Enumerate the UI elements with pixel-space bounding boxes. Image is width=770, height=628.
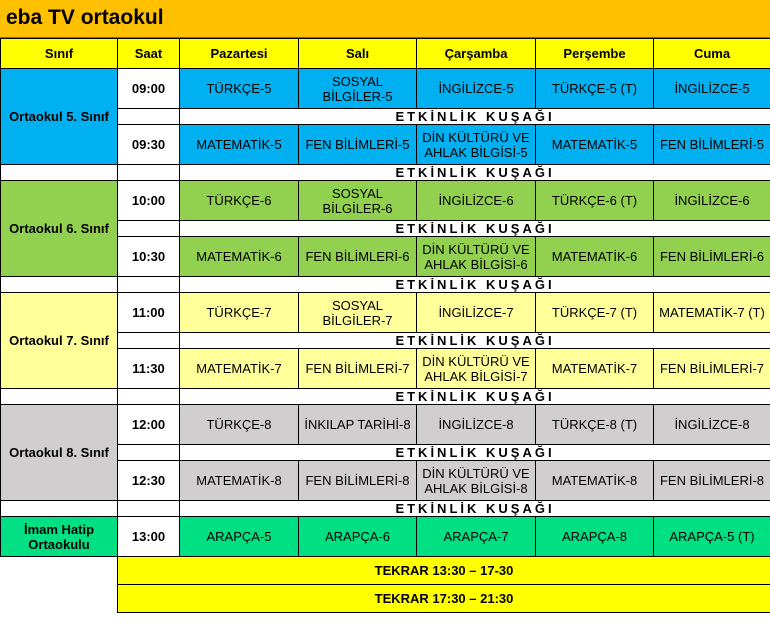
lesson-pazartesi: TÜRKÇE-6 xyxy=(180,181,299,221)
page-title: eba TV ortaokul xyxy=(6,6,164,29)
group-label-imam-hatip: İmam Hatip Ortaokulu xyxy=(1,517,118,557)
etkinlik-label: ETKİNLİK KUŞAĞI xyxy=(180,501,770,517)
lesson-persembe: MATEMATİK-8 xyxy=(536,461,654,501)
tekrar-blank xyxy=(1,557,118,585)
lesson-carsamba: DİN KÜLTÜRÜ VE AHLAK BİLGİSİ-5 xyxy=(417,125,536,165)
header-pazartesi: Pazartesi xyxy=(180,39,299,69)
lesson-persembe: ARAPÇA-8 xyxy=(536,517,654,557)
lesson-persembe: TÜRKÇE-6 (T) xyxy=(536,181,654,221)
lesson-persembe: TÜRKÇE-8 (T) xyxy=(536,405,654,445)
lesson-row xyxy=(1,181,770,221)
group-label-5: Ortaokul 5. Sınıf xyxy=(1,69,118,165)
lesson-cuma: ARAPÇA-5 (T) xyxy=(654,517,770,557)
schedule-table xyxy=(0,38,770,613)
lesson-pazartesi: MATEMATİK-8 xyxy=(180,461,299,501)
etkinlik-time-blank xyxy=(118,221,180,237)
time-cell: 09:00 xyxy=(118,69,180,109)
lesson-sali: SOSYAL BİLGİLER-7 xyxy=(299,293,417,333)
time-cell: 12:00 xyxy=(118,405,180,445)
lesson-pazartesi: ARAPÇA-5 xyxy=(180,517,299,557)
lesson-carsamba: İNGİLİZCE-7 xyxy=(417,293,536,333)
tekrar-label: TEKRAR 13:30 – 17-30 xyxy=(118,557,770,585)
tekrar-label: TEKRAR 17:30 – 21:30 xyxy=(118,585,770,613)
lesson-row xyxy=(1,69,770,109)
etkinlik-row xyxy=(1,389,770,405)
lesson-persembe: MATEMATİK-5 xyxy=(536,125,654,165)
header-persembe: Perşembe xyxy=(536,39,654,69)
tekrar-blank xyxy=(1,585,118,613)
lesson-carsamba: İNGİLİZCE-6 xyxy=(417,181,536,221)
lesson-cuma: FEN BİLİMLERİ-6 xyxy=(654,237,770,277)
group-label-8: Ortaokul 8. Sınıf xyxy=(1,405,118,501)
lesson-persembe: MATEMATİK-6 xyxy=(536,237,654,277)
lesson-sali: FEN BİLİMLERİ-7 xyxy=(299,349,417,389)
etkinlik-time-blank xyxy=(118,277,180,293)
lesson-carsamba: DİN KÜLTÜRÜ VE AHLAK BİLGİSİ-6 xyxy=(417,237,536,277)
time-cell: 10:30 xyxy=(118,237,180,277)
time-cell: 10:00 xyxy=(118,181,180,221)
lesson-sali: SOSYAL BİLGİLER-5 xyxy=(299,69,417,109)
lesson-carsamba: İNGİLİZCE-5 xyxy=(417,69,536,109)
etkinlik-row xyxy=(1,277,770,293)
lesson-row xyxy=(1,517,770,557)
lesson-carsamba: ARAPÇA-7 xyxy=(417,517,536,557)
lesson-sali: SOSYAL BİLGİLER-6 xyxy=(299,181,417,221)
time-cell: 09:30 xyxy=(118,125,180,165)
lesson-cuma: İNGİLİZCE-6 xyxy=(654,181,770,221)
lesson-cuma: FEN BİLİMLERİ-7 xyxy=(654,349,770,389)
lesson-pazartesi: MATEMATİK-5 xyxy=(180,125,299,165)
lesson-sali: ARAPÇA-6 xyxy=(299,517,417,557)
etkinlik-label: ETKİNLİK KUŞAĞI xyxy=(180,165,770,181)
lesson-carsamba: DİN KÜLTÜRÜ VE AHLAK BİLGİSİ-7 xyxy=(417,349,536,389)
lesson-pazartesi: TÜRKÇE-5 xyxy=(180,69,299,109)
group-gap xyxy=(1,277,118,293)
lesson-persembe: TÜRKÇE-7 (T) xyxy=(536,293,654,333)
group-label-7: Ortaokul 7. Sınıf xyxy=(1,293,118,389)
lesson-cuma: MATEMATİK-7 (T) xyxy=(654,293,770,333)
etkinlik-time-blank xyxy=(118,333,180,349)
lesson-pazartesi: MATEMATİK-6 xyxy=(180,237,299,277)
lesson-cuma: İNGİLİZCE-8 xyxy=(654,405,770,445)
etkinlik-label: ETKİNLİK KUŞAĞI xyxy=(180,221,770,237)
etkinlik-label: ETKİNLİK KUŞAĞI xyxy=(180,389,770,405)
etkinlik-time-blank xyxy=(118,501,180,517)
lesson-carsamba: DİN KÜLTÜRÜ VE AHLAK BİLGİSİ-8 xyxy=(417,461,536,501)
group-label-6: Ortaokul 6. Sınıf xyxy=(1,181,118,277)
group-gap xyxy=(1,501,118,517)
lesson-row xyxy=(1,405,770,445)
title-bar xyxy=(0,0,770,38)
lesson-pazartesi: TÜRKÇE-7 xyxy=(180,293,299,333)
group-gap xyxy=(1,165,118,181)
etkinlik-label: ETKİNLİK KUŞAĞI xyxy=(180,277,770,293)
lesson-cuma: İNGİLİZCE-5 xyxy=(654,69,770,109)
lesson-persembe: TÜRKÇE-5 (T) xyxy=(536,69,654,109)
etkinlik-label: ETKİNLİK KUŞAĞI xyxy=(180,109,770,125)
group-gap xyxy=(1,389,118,405)
time-cell: 12:30 xyxy=(118,461,180,501)
lesson-sali: FEN BİLİMLERİ-5 xyxy=(299,125,417,165)
etkinlik-time-blank xyxy=(118,445,180,461)
etkinlik-row xyxy=(1,501,770,517)
lesson-pazartesi: TÜRKÇE-8 xyxy=(180,405,299,445)
lesson-cuma: FEN BİLİMLERİ-8 xyxy=(654,461,770,501)
etkinlik-label: ETKİNLİK KUŞAĞI xyxy=(180,445,770,461)
tekrar-row xyxy=(1,585,770,613)
lesson-persembe: MATEMATİK-7 xyxy=(536,349,654,389)
etkinlik-label: ETKİNLİK KUŞAĞI xyxy=(180,333,770,349)
lesson-sali: İNKILAP TARİHİ-8 xyxy=(299,405,417,445)
lesson-pazartesi: MATEMATİK-7 xyxy=(180,349,299,389)
lesson-carsamba: İNGİLİZCE-8 xyxy=(417,405,536,445)
time-cell: 11:30 xyxy=(118,349,180,389)
header-sali: Salı xyxy=(299,39,417,69)
time-cell: 11:00 xyxy=(118,293,180,333)
header-carsamba: Çarşamba xyxy=(417,39,536,69)
header-cuma: Cuma xyxy=(654,39,770,69)
lesson-cuma: FEN BİLİMLERİ-5 xyxy=(654,125,770,165)
lesson-sali: FEN BİLİMLERİ-8 xyxy=(299,461,417,501)
lesson-sali: FEN BİLİMLERİ-6 xyxy=(299,237,417,277)
etkinlik-row xyxy=(1,165,770,181)
etkinlik-time-blank xyxy=(118,109,180,125)
tekrar-row xyxy=(1,557,770,585)
header-row xyxy=(1,39,770,69)
lesson-row xyxy=(1,293,770,333)
time-cell: 13:00 xyxy=(118,517,180,557)
etkinlik-time-blank xyxy=(118,165,180,181)
header-sinif: Sınıf xyxy=(1,39,118,69)
etkinlik-time-blank xyxy=(118,389,180,405)
header-saat: Saat xyxy=(118,39,180,69)
